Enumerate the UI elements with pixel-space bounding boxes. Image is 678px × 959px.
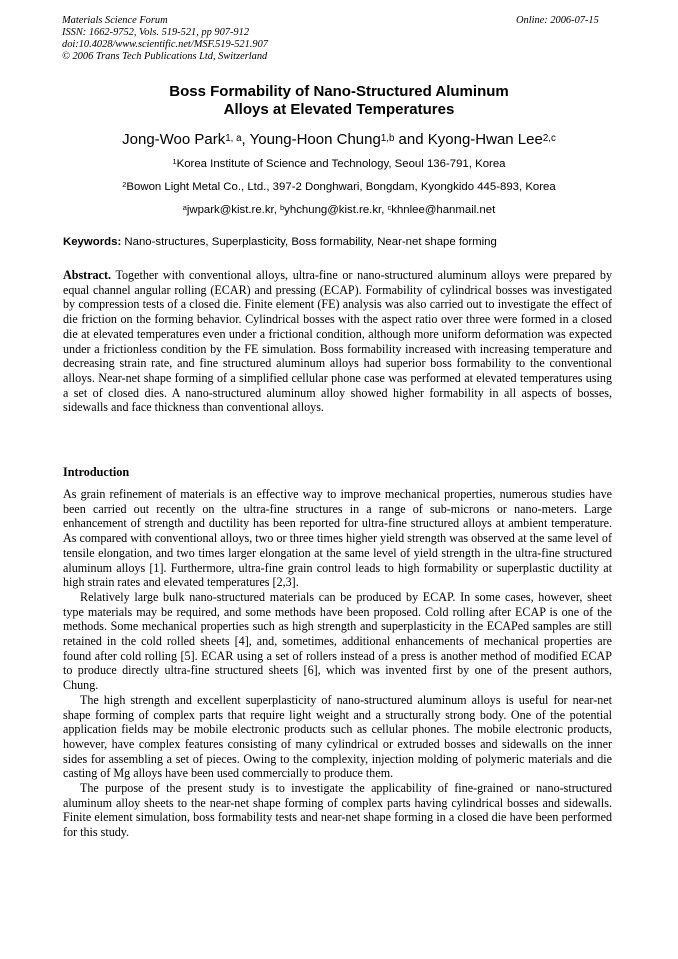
author-name: Jong-Woo Park <box>122 131 226 148</box>
affiliation-text: Korea Institute of Science and Technology, Seoul 136-791, Korea <box>176 158 506 170</box>
paper-title <box>0 83 678 119</box>
journal-issn: ISSN: 1662-9752, Vols. 519-521, pp 907-912 <box>62 27 250 38</box>
email-link[interactable]: khnlee@hanmail.net <box>391 204 496 216</box>
keywords <box>63 235 623 249</box>
email-link[interactable]: yhchung@kist.re.kr, <box>284 204 388 216</box>
keywords-text: Nano-structures, Superplasticity, Boss formability, Near-net shape forming <box>121 236 497 248</box>
author-separator: and <box>394 131 428 148</box>
section-heading-introduction: Introduction <box>63 465 130 479</box>
title-line-2: Alloys at Elevated Temperatures <box>223 101 455 118</box>
paragraph: The purpose of the present study is to investigate the applicability of fine-grained or nano-structured aluminum alloy sheets to the near-net shape forming of complex parts having cylindrical bosses and sidewalls. Finite element simulation, boss formability tests and near-net shape forming in a closed die have been performed for this study. <box>63 781 612 840</box>
title-line-1: Boss Formability of Nano-Structured Aluminum <box>169 83 509 100</box>
abstract-text: Together with conventional alloys, ultra-fine or nano-structured aluminum alloys were prepared by equal channel angular rolling (ECAR) and pressing (ECAP). Formability of cylindrical bosses was investigated by compression tests of a closed die. Finite element (FE) analysis was also carried out to investigate the effect of die friction on the forming behavior. Cylindrical bosses with the aspect ratio over three were formed in a closed die at elevated temperatures even under a frictional condition, although more uniform deformation was expected under a frictionless condition by the FE simulation. Boss formability increased with increasing temperature and decreasing strain rate, and fine structured aluminum alloys had superior boss formability to the conventional alloys. Near-net shape forming of a simplified cellular phone case was performed at elevated temperatures using a set of closed dies. A nano-structured aluminum alloy showed higher formability in all aspects of bosses, sidewalls and face thickness than conventional alloys. <box>63 268 612 415</box>
paragraph: As grain refinement of materials is an effective way to improve mechanical properties, numerous studies have been carried out recently on the ultra-fine structures in a range of sub-microns or nano-meters. Large enhancement of strength and ductility has been reported for ultra-fine structured alloys at ambient temperature. As compared with conventional alloys, two or three times higher yield strength was observed at the same level of tensile elongation, and two times larger elongation at the same level of yield strength in the ultra-fine structured aluminum alloys [1]. Furthermore, ultra-fine grain control leads to high formability or superplastic ductility at high strain rates and elevated temperatures [2,3]. <box>63 487 612 590</box>
author-superscript: 1,b <box>380 132 395 144</box>
author-separator: , <box>241 131 250 148</box>
journal-doi: doi:10.4028/www.scientific.net/MSF.519-521.907 <box>62 39 268 50</box>
author-superscript: 1, a <box>225 132 242 144</box>
paragraph: The high strength and excellent superplasticity of nano-structured aluminum alloys is useful for near-net shape forming of complex parts that require light weight and a structurally strong body. One of the potential application fields may be mobile electronic products such as cellular phones. The mobile electronic products, however, have complex features consisting of many cylindrical or extruded bosses and sidewalls on the inner sides for assembling a set of pieces. Owing to the complexity, injection molding of polymeric materials and die casting of Mg alloys have been used commercially to produce them. <box>63 692 612 781</box>
paragraph: Relatively large bulk nano-structured materials can be produced by ECAP. In some cases, however, sheet type materials may be required, and some methods have been proposed. Cold rolling after ECAP is one of the methods. Some mechanical properties such as high strength and superplasticity in the ECAPed samples are still retained in the cold rolled sheets [4], and, sometimes, additional enhancements of mechanical properties are found after cold rolling [5]. ECAR using a set of rollers instead of a press is another method of modified ECAP to produce directly ultra-fine structured sheets [6], which was invented first by one of the present authors, Chung. <box>63 589 612 693</box>
author-name: Kyong-Hwan Lee <box>427 131 543 148</box>
introduction-body <box>63 487 612 840</box>
affiliation-text: Bowon Light Metal Co., Ltd., 397-2 Donghwari, Bongdam, Kyongkido 445-893, Korea <box>126 181 556 193</box>
affiliation-superscript: 1 <box>172 157 177 167</box>
email-link[interactable]: jwpark@kist.re.kr, <box>186 204 281 216</box>
author-name: Young-Hoon Chung <box>249 131 381 148</box>
journal-copyright: © 2006 Trans Tech Publications Ltd, Switzerland <box>62 51 268 62</box>
journal-header <box>62 15 268 63</box>
email-superscript: a <box>182 203 187 213</box>
affiliation-superscript: 2 <box>122 180 127 190</box>
journal-name: Materials Science Forum <box>62 15 168 26</box>
email-superscript: c <box>387 203 392 213</box>
email-superscript: b <box>280 203 285 213</box>
abstract-label: Abstract. <box>63 268 112 282</box>
author-superscript: 2,c <box>542 132 556 144</box>
affiliation-2 <box>0 180 678 194</box>
online-date: Online: 2006-07-15 <box>516 15 599 26</box>
keywords-label: Keywords: <box>63 236 122 248</box>
author-list <box>0 131 678 149</box>
affiliation-1 <box>0 157 678 171</box>
abstract <box>63 268 612 415</box>
author-emails <box>0 203 678 217</box>
